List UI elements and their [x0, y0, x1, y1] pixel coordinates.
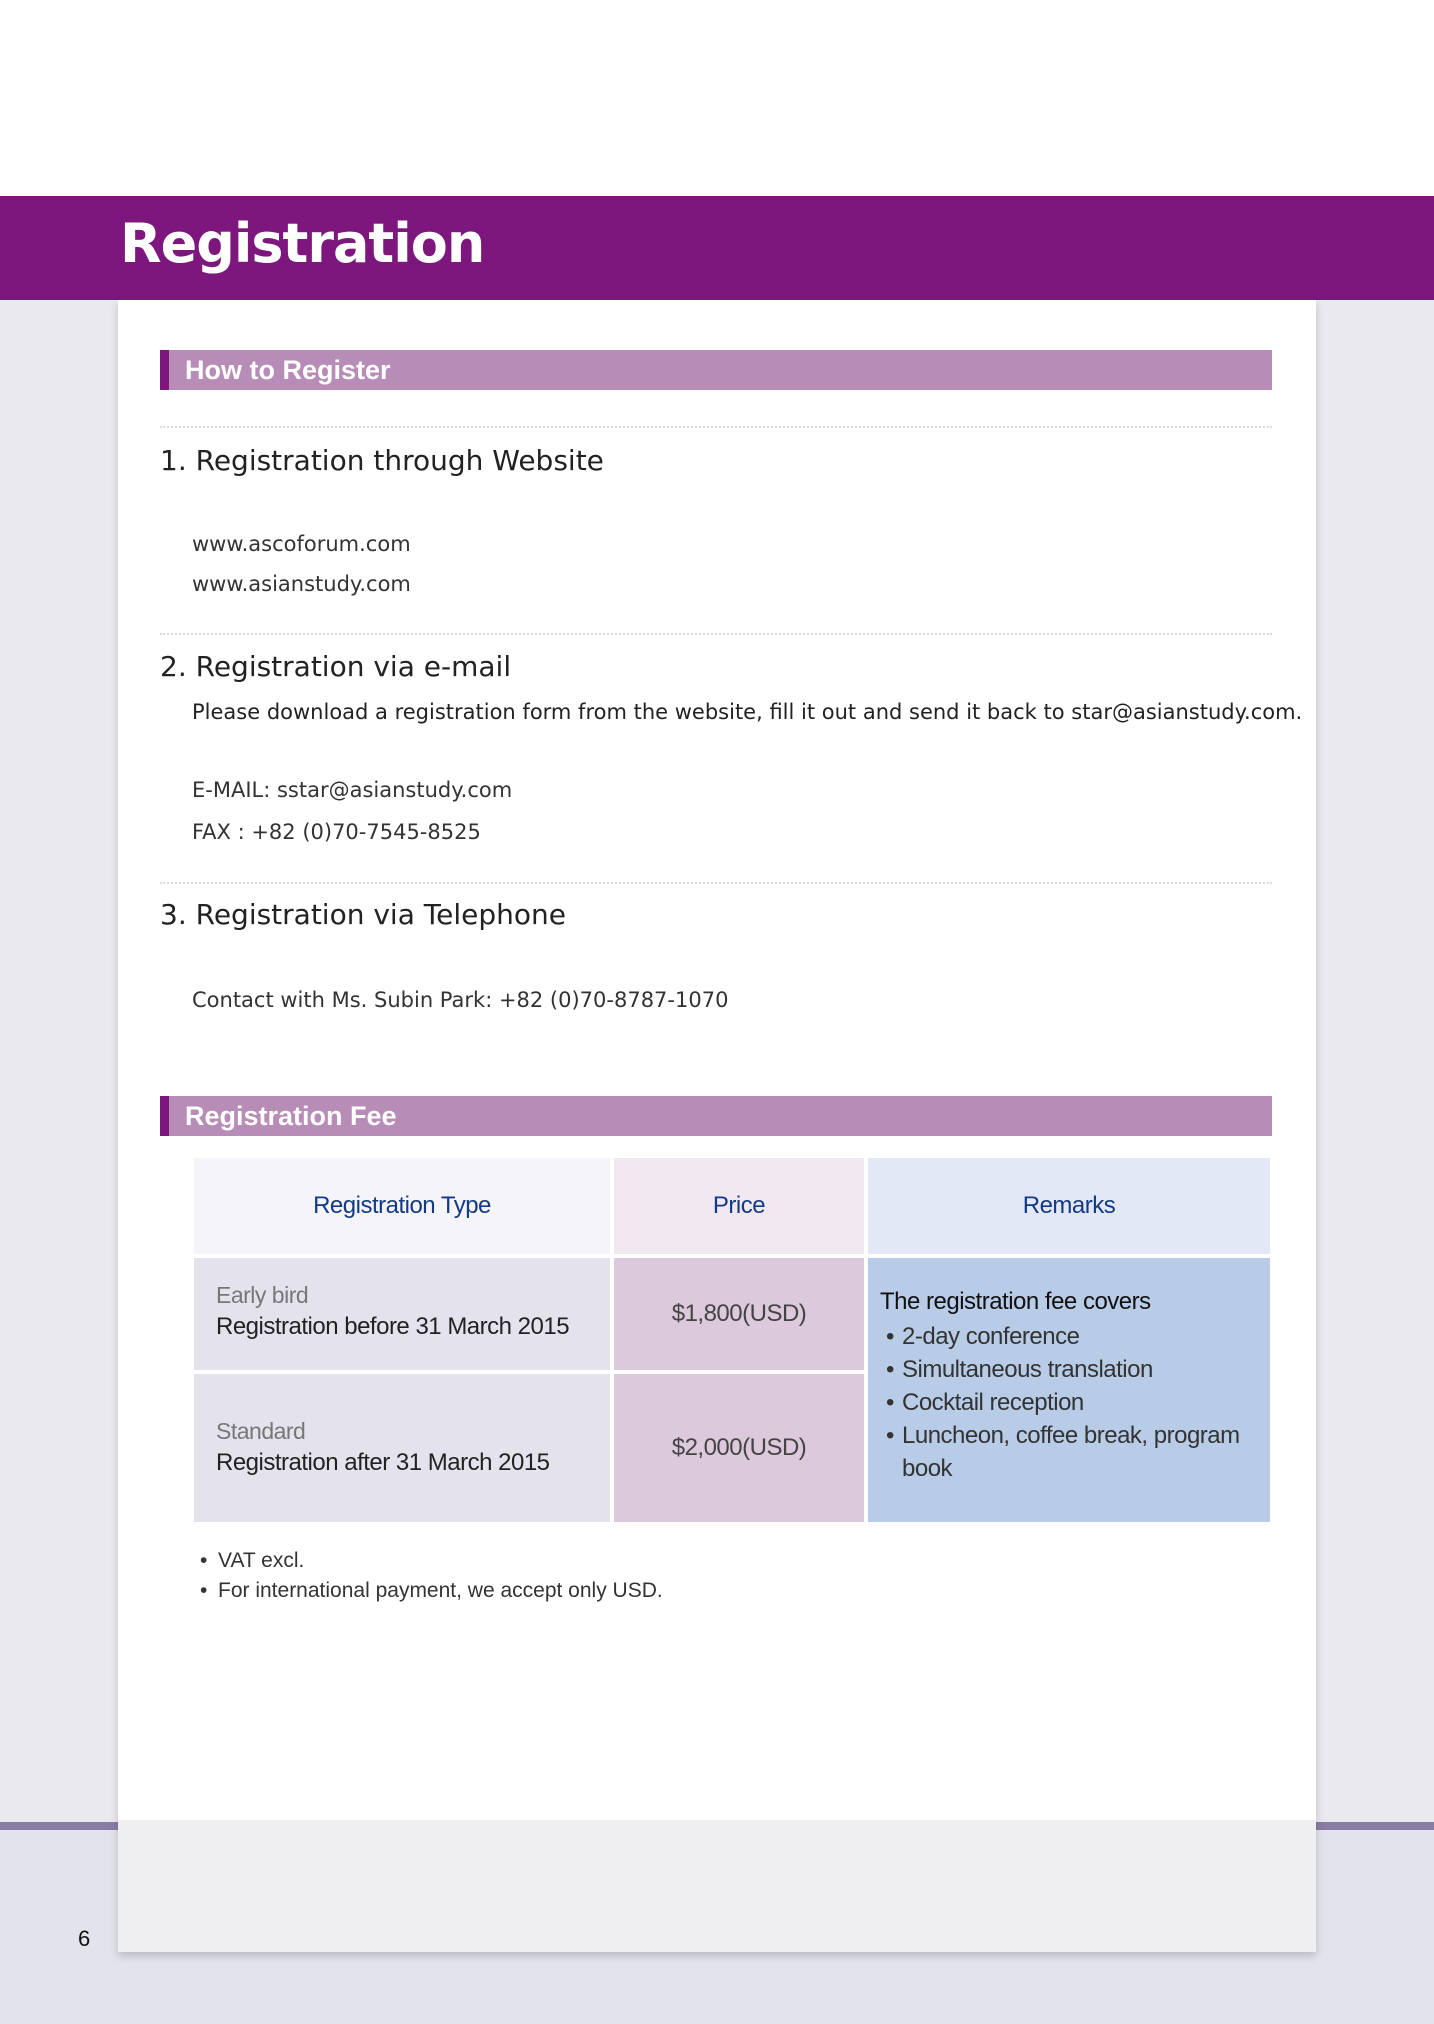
- column-header-type: Registration Type: [194, 1158, 610, 1254]
- table-row-early-bird-type: [194, 1258, 610, 1370]
- section-heading-how-to-register: How to Register: [160, 350, 1272, 390]
- fax-contact: FAX : +82 (0)70-7545-8525: [192, 820, 481, 844]
- sheet-footer: [118, 1820, 1316, 1952]
- list-item: • Simultaneous translation: [880, 1353, 1270, 1386]
- column-header-price: Price: [614, 1158, 864, 1254]
- list-item: • For international payment, we accept only USD.: [198, 1576, 663, 1606]
- fee-type-name: Standard: [216, 1418, 306, 1444]
- remarks-cell: [868, 1258, 1270, 1522]
- remarks-title: The registration fee covers: [880, 1288, 1151, 1315]
- price-early-bird: $1,800(USD): [614, 1258, 864, 1370]
- table-row-standard-type: [194, 1374, 610, 1522]
- website-link-asianstudy[interactable]: www.asianstudy.com: [192, 572, 411, 596]
- list-item: • 2-day conference: [880, 1320, 1270, 1353]
- website-link-ascoforum[interactable]: www.ascoforum.com: [192, 532, 411, 556]
- fee-notes: [198, 1546, 663, 1606]
- telephone-contact: Contact with Ms. Subin Park: +82 (0)70-8787-1070: [192, 988, 729, 1012]
- fee-type-detail: Registration before 31 March 2015: [216, 1313, 570, 1340]
- fee-type-name: Early bird: [216, 1282, 309, 1308]
- page-number: 6: [78, 1926, 91, 1951]
- divider: [160, 426, 1272, 428]
- fee-type-detail: Registration after 31 March 2015: [216, 1449, 550, 1476]
- divider: [160, 882, 1272, 884]
- list-item: • Luncheon, coffee break, program book: [880, 1419, 1270, 1485]
- price-standard: $2,000(USD): [614, 1374, 864, 1522]
- email-contact: E-MAIL: sstar@asianstudy.com: [192, 778, 513, 802]
- divider: [160, 633, 1272, 635]
- title-bar: [0, 196, 1434, 300]
- list-item: • VAT excl.: [198, 1546, 663, 1576]
- section-heading-registration-fee: Registration Fee: [160, 1096, 1272, 1136]
- page-title: Registration: [120, 212, 485, 275]
- step-website-title: 1. Registration through Website: [160, 444, 604, 477]
- step-telephone-title: 3. Registration via Telephone: [160, 898, 566, 931]
- step-email-title: 2. Registration via e-mail: [160, 650, 512, 683]
- remarks-list: [880, 1320, 1270, 1485]
- fee-table: [194, 1158, 1270, 1522]
- list-item: • Cocktail reception: [880, 1386, 1270, 1419]
- column-header-remarks: Remarks: [868, 1158, 1270, 1254]
- content-sheet: [118, 300, 1316, 1952]
- email-instructions: Please download a registration form from the website, fill it out and send it back to star@asianstudy.com.: [192, 700, 1303, 724]
